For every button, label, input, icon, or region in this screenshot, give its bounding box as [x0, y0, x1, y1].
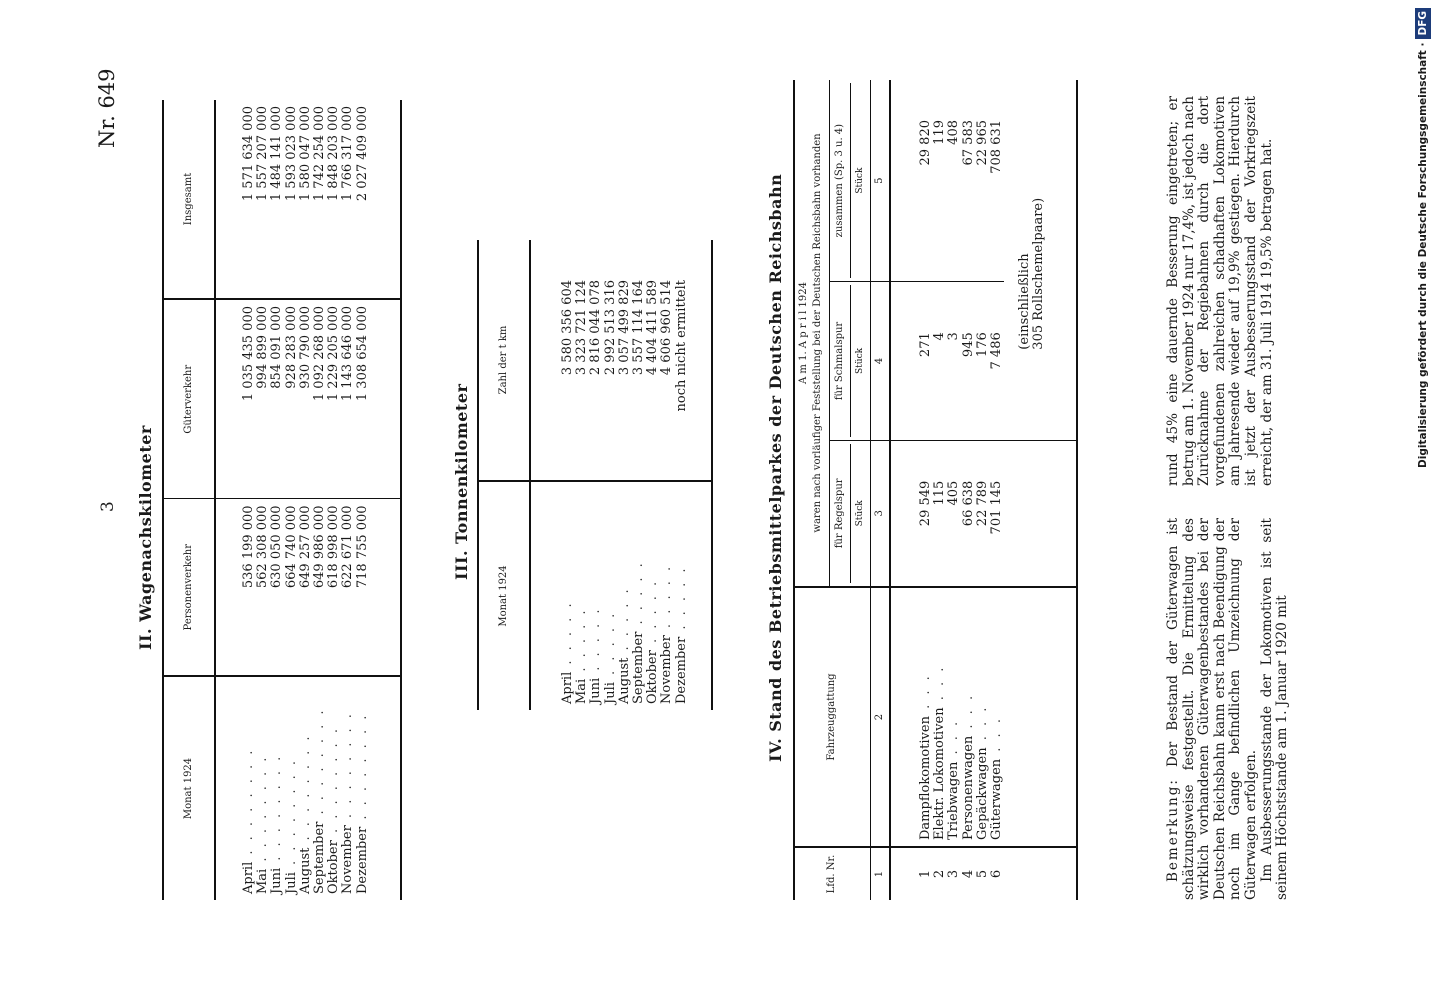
- s4-header-regel-unit: Stück: [850, 444, 867, 583]
- s2-month: Juni: [269, 867, 285, 894]
- s4-header-group-sub: waren nach vorläufiger Feststellung bei der Deutschen Reichsbahn vorhanden: [811, 80, 830, 587]
- s3-leader-dots: . . . . .: [588, 606, 604, 678]
- s3-value: 3 057 499 829: [616, 280, 632, 376]
- s4-regel: 22 789: [976, 440, 990, 587]
- s2-value: 1 557 207 000: [255, 106, 271, 202]
- s4-lfd: 5: [976, 847, 990, 900]
- s2-value: 649 986 000: [313, 499, 327, 676]
- section4-table: [793, 80, 1078, 900]
- s3-value: 3 557 114 164: [631, 280, 647, 376]
- s2-month-cell: [356, 676, 401, 900]
- s4-fahrzeug-cell: [933, 587, 947, 847]
- s3-row: [646, 240, 660, 710]
- s2-value: 562 308 000: [256, 499, 270, 676]
- s3-row: [675, 240, 712, 710]
- s2-month-cell: [256, 676, 270, 900]
- section2-title: II. Wagenachskilometer: [136, 425, 155, 650]
- s4-regel: 29 549: [890, 440, 933, 587]
- section4-rows: [890, 80, 1004, 900]
- s2-value: 622 671 000: [341, 499, 355, 676]
- s3-value: 3 323 721 124: [574, 280, 590, 376]
- s3-leader-dots: . . . . .: [659, 563, 675, 636]
- s4-regel: 701 145: [990, 440, 1004, 587]
- s4-schmal: 176: [976, 282, 990, 440]
- dfg-notice-text: Digitalisierung gefördert durch die Deutsche Forschungsgemeinschaft ·: [1417, 42, 1429, 468]
- s4-header-lfd: Lfd. Nr.: [794, 847, 870, 900]
- s2-header-month: Monat 1924: [163, 676, 215, 900]
- s2-month-cell: [341, 676, 355, 900]
- s3-month: November: [659, 635, 675, 704]
- s2-value: 854 091 000: [270, 299, 284, 499]
- s3-row: [589, 240, 603, 710]
- dfg-sidebar: [1412, 8, 1434, 992]
- s4-fahrzeug: Gepäckwagen: [974, 747, 990, 840]
- s4-header-zus: [830, 80, 870, 282]
- s4-row: [976, 80, 990, 900]
- s4-fahrzeug-cell: [990, 587, 1004, 847]
- s4-leader-dots: . . .: [932, 664, 948, 708]
- s4-fahrzeug-cell: [962, 587, 976, 847]
- s2-month-cell: [215, 676, 256, 900]
- s4-foot-lfd: [1004, 847, 1077, 900]
- s4-header-regel-label: für Regelspur: [834, 478, 846, 549]
- s4-fahrzeug: Triebwagen: [946, 761, 962, 840]
- s3-leader-dots: . . . . .: [631, 560, 647, 632]
- s3-month-cell: [575, 481, 589, 710]
- s4-regel: 66 638: [962, 440, 976, 587]
- s2-value: 664 740 000: [285, 499, 299, 676]
- s3-month: Mai: [574, 678, 590, 704]
- s2-header-personen: Personenverkehr: [163, 499, 215, 676]
- s2-month: Juli: [283, 872, 299, 894]
- s2-row: [299, 100, 313, 900]
- s4-zus: 22 965: [974, 120, 990, 166]
- s4-lfd: 6: [990, 847, 1004, 900]
- s4-header-schmal-label: für Schmalspur: [834, 321, 846, 401]
- s3-header-tkm: Zahl der t km: [497, 325, 509, 395]
- s4-fahrzeug: Dampflokomotiven: [918, 716, 934, 840]
- s3-month: September: [631, 631, 647, 704]
- s2-month-cell: [327, 676, 341, 900]
- s3-row: [575, 240, 589, 710]
- s4-zus: 408: [946, 120, 962, 145]
- note-left-text2: Im Ausbesserungsstande der Lokomotiven ist seit seinem Höchststande am 1. Januar 1920 mit: [1258, 518, 1291, 900]
- s4-footnote-line1: (einschließlich: [1017, 253, 1033, 350]
- s2-leader-dots: . . . . . . . .: [340, 711, 356, 826]
- s4-colnum-1: 1: [870, 847, 890, 900]
- s2-row: [270, 100, 284, 900]
- s2-leader-dots: . . . . . . . .: [297, 733, 313, 848]
- s4-header-group: A m 1. A p r i l 1924: [798, 282, 809, 384]
- s4-zus: 119: [932, 120, 948, 145]
- s2-month: August: [297, 847, 313, 894]
- section2-table: [162, 100, 402, 900]
- s2-leader-dots: . . . . . . . .: [241, 747, 256, 862]
- s4-foot-regel: [1004, 440, 1077, 587]
- s3-month-cell: [589, 481, 603, 710]
- section2-rows: [215, 100, 401, 900]
- s3-month-cell: [618, 481, 632, 710]
- s4-row: [962, 80, 976, 900]
- s2-value: 649 257 000: [299, 499, 313, 676]
- s2-row: [285, 100, 299, 900]
- s3-value: 2 992 513 316: [602, 280, 618, 376]
- dfg-logo: DFG: [1415, 8, 1431, 39]
- s3-month: August: [616, 657, 632, 704]
- s3-row: [632, 240, 646, 710]
- s4-leader-dots: . . .: [918, 673, 934, 717]
- s2-row: [356, 100, 401, 900]
- s3-leader-dots: . . . . .: [574, 607, 590, 679]
- note-label: Bemerkung:: [1165, 778, 1181, 882]
- s4-header-regel: [830, 440, 870, 587]
- s4-zus: 29 820: [918, 120, 934, 166]
- s3-value: 2 816 044 078: [588, 280, 604, 376]
- s2-leader-dots: . . . . . . . .: [269, 753, 285, 868]
- s4-fahrzeug-cell: [890, 587, 933, 847]
- s2-row: [327, 100, 341, 900]
- s4-regel: 115: [933, 440, 947, 587]
- s2-value: 1 484 141 000: [269, 106, 285, 202]
- s2-month-cell: [285, 676, 299, 900]
- s2-leader-dots: . . . . . . . .: [354, 712, 370, 827]
- s4-fahrzeug-cell: [947, 587, 961, 847]
- s2-month: Dezember: [354, 826, 370, 894]
- s2-leader-dots: . . . . . . . .: [283, 757, 299, 873]
- s4-footnote: [1004, 80, 1077, 440]
- s4-regel: 405: [947, 440, 961, 587]
- s2-leader-dots: . . . . . . . .: [255, 754, 271, 869]
- s2-value: 928 283 000: [285, 299, 299, 499]
- s4-foot-fahrzeug: [1004, 587, 1077, 847]
- s4-schmal: 3: [947, 282, 961, 440]
- s2-month-cell: [270, 676, 284, 900]
- s2-month: Oktober: [326, 840, 342, 894]
- s4-colnum-4: 4: [870, 282, 890, 440]
- s2-value: 718 755 000: [356, 499, 401, 676]
- s3-month-cell: [646, 481, 660, 710]
- s4-fahrzeug: Güterwagen: [989, 758, 1005, 840]
- s2-value: 1 742 254 000: [312, 106, 328, 202]
- page-number: 3: [98, 501, 118, 512]
- s2-value: 1 848 203 000: [326, 106, 342, 202]
- s3-month: Oktober: [645, 650, 661, 704]
- s4-colnum-3: 3: [870, 440, 890, 587]
- s4-row: [990, 80, 1004, 900]
- s2-value: 536 199 000: [215, 499, 256, 676]
- s2-leader-dots: . . . . . . . .: [312, 707, 328, 822]
- s4-lfd: 4: [962, 847, 976, 900]
- s2-header-insgesamt: Insgesamt: [182, 172, 194, 226]
- s4-schmal: 7 486: [990, 282, 1004, 440]
- s3-month: April: [560, 671, 575, 704]
- dfg-notice: [1412, 8, 1434, 992]
- s2-month-cell: [299, 676, 313, 900]
- s2-value: 1 308 654 000: [356, 299, 401, 499]
- s2-value: 1 035 435 000: [215, 299, 256, 499]
- s2-month: Mai: [255, 868, 271, 894]
- s2-row: [256, 100, 270, 900]
- s4-colnum-2: 2: [870, 587, 890, 847]
- s4-footnote-line2: 305 Rollschemelpaare): [1031, 197, 1047, 350]
- s3-row: [618, 240, 632, 710]
- section4-title: IV. Stand des Betriebsmittelparkes der Deutschen Reichsbahn: [766, 173, 785, 762]
- s4-fahrzeug: Personenwagen: [960, 735, 976, 840]
- s4-leader-dots: . . .: [960, 692, 976, 736]
- s2-value: 2 027 409 000: [354, 106, 370, 202]
- s3-month: Juli: [602, 682, 618, 704]
- s4-fahrzeug: Elektr. Lokomotiven: [932, 707, 948, 840]
- s3-header-month: Monat 1924: [478, 481, 530, 710]
- s3-row: [530, 240, 575, 710]
- s2-value: 1 143 646 000: [341, 299, 355, 499]
- s2-value: 618 998 000: [327, 499, 341, 676]
- note-left-text: Der Bestand der Güterwagen ist schätzungsweise festgestellt. Die Ermittelung des wirklich vorhandenen Güterwagenbestandes bei der Deutschen Reichsbahn kann erst nach Beendigung der noch im Gange befindlichen Umzeichnung der Güterwagen erfolgen.: [1165, 518, 1259, 900]
- s3-value: noch nicht ermittelt: [673, 280, 689, 412]
- s2-month-cell: [313, 676, 327, 900]
- s2-month: September: [312, 821, 328, 894]
- s4-row: [947, 80, 961, 900]
- s3-leader-dots: . . . . .: [673, 565, 689, 637]
- s4-schmal: 4: [933, 282, 947, 440]
- s3-value: 4 404 411 589: [645, 280, 661, 376]
- s3-month-cell: [675, 481, 712, 710]
- s4-leader-dots: . . .: [989, 716, 1005, 759]
- s4-lfd: 3: [947, 847, 961, 900]
- s2-row: [341, 100, 355, 900]
- s2-value: 630 050 000: [270, 499, 284, 676]
- s2-value: 1 580 047 000: [297, 106, 313, 202]
- s4-schmal: 945: [962, 282, 976, 440]
- s3-leader-dots: . . . . .: [616, 586, 632, 658]
- section3-rows: [530, 240, 712, 710]
- s3-month-cell: [660, 481, 674, 710]
- s2-value: 994 899 000: [256, 299, 270, 499]
- s2-value: 1 593 023 000: [283, 106, 299, 202]
- s4-leader-dots: . . .: [974, 704, 990, 748]
- s3-month-cell: [530, 481, 575, 710]
- s4-header-zus-label: zusammen (Sp. 3 u. 4): [834, 123, 846, 238]
- s2-value: 1 229 205 000: [327, 299, 341, 499]
- s4-fahrzeug-cell: [976, 587, 990, 847]
- s2-value: 1 571 634 000: [241, 106, 256, 202]
- s2-month: November: [340, 825, 356, 894]
- s3-month: Dezember: [673, 636, 689, 704]
- s4-leader-dots: . . .: [946, 718, 962, 762]
- s3-leader-dots: . . . . .: [602, 610, 618, 683]
- s4-header-fahrzeug: Fahrzeuggattung: [794, 587, 870, 847]
- s4-lfd: 2: [933, 847, 947, 900]
- section3-table: [477, 240, 713, 710]
- s2-value: 1 092 268 000: [313, 299, 327, 499]
- s2-value: 1 766 317 000: [340, 106, 356, 202]
- s2-value: 930 790 000: [299, 299, 313, 499]
- s3-leader-dots: . . . . .: [645, 578, 661, 651]
- s3-month: Juni: [588, 677, 604, 704]
- s3-month-cell: [604, 481, 618, 710]
- s4-zus: 67 583: [960, 120, 976, 166]
- s2-header-gueter: Güterverkehr: [163, 299, 215, 499]
- s2-row: [215, 100, 256, 900]
- s4-lfd: 1: [890, 847, 933, 900]
- s4-row: [890, 80, 933, 900]
- s4-schmal: 271: [890, 282, 933, 440]
- s2-leader-dots: . . . . . . . .: [326, 726, 342, 841]
- note-right: rund 45% eine dauernde Besserung eingetreten; er betrug am 1. November 1924 nur 17,4%, ist jedoch nach Zurücknahme der Regiebahnen durch die dort vorgefundenen zahlreichen schadhaften Lokomotiven am Jahresende wieder auf 19,9% gestiegen. Hierdurch ist jetzt der Ausbesserungsstand der Vorkriegszeit erreicht, der am 31. Juli 1914 19,5% betragen hat.: [1165, 96, 1275, 486]
- s4-zus: 708 631: [989, 120, 1005, 174]
- s3-month-cell: [632, 481, 646, 710]
- s3-value: 4 606 960 514: [659, 280, 675, 376]
- note-left: [1166, 518, 1291, 900]
- s4-header-schmal-unit: Stück: [850, 285, 867, 436]
- section3-title: III. Tonnenkilometer: [452, 383, 471, 580]
- document-number: Nr. 649: [95, 68, 119, 148]
- s4-colnum-5: 5: [873, 177, 885, 184]
- s3-row: [604, 240, 618, 710]
- s2-month: April: [241, 861, 256, 894]
- s2-row: [313, 100, 327, 900]
- s4-header-zus-unit: Stück: [850, 83, 867, 278]
- s3-value: 3 580 356 604: [560, 280, 575, 376]
- s3-leader-dots: . . . . .: [560, 600, 575, 672]
- s3-row: [660, 240, 674, 710]
- s4-row: [933, 80, 947, 900]
- s4-header-schmal: [830, 282, 870, 440]
